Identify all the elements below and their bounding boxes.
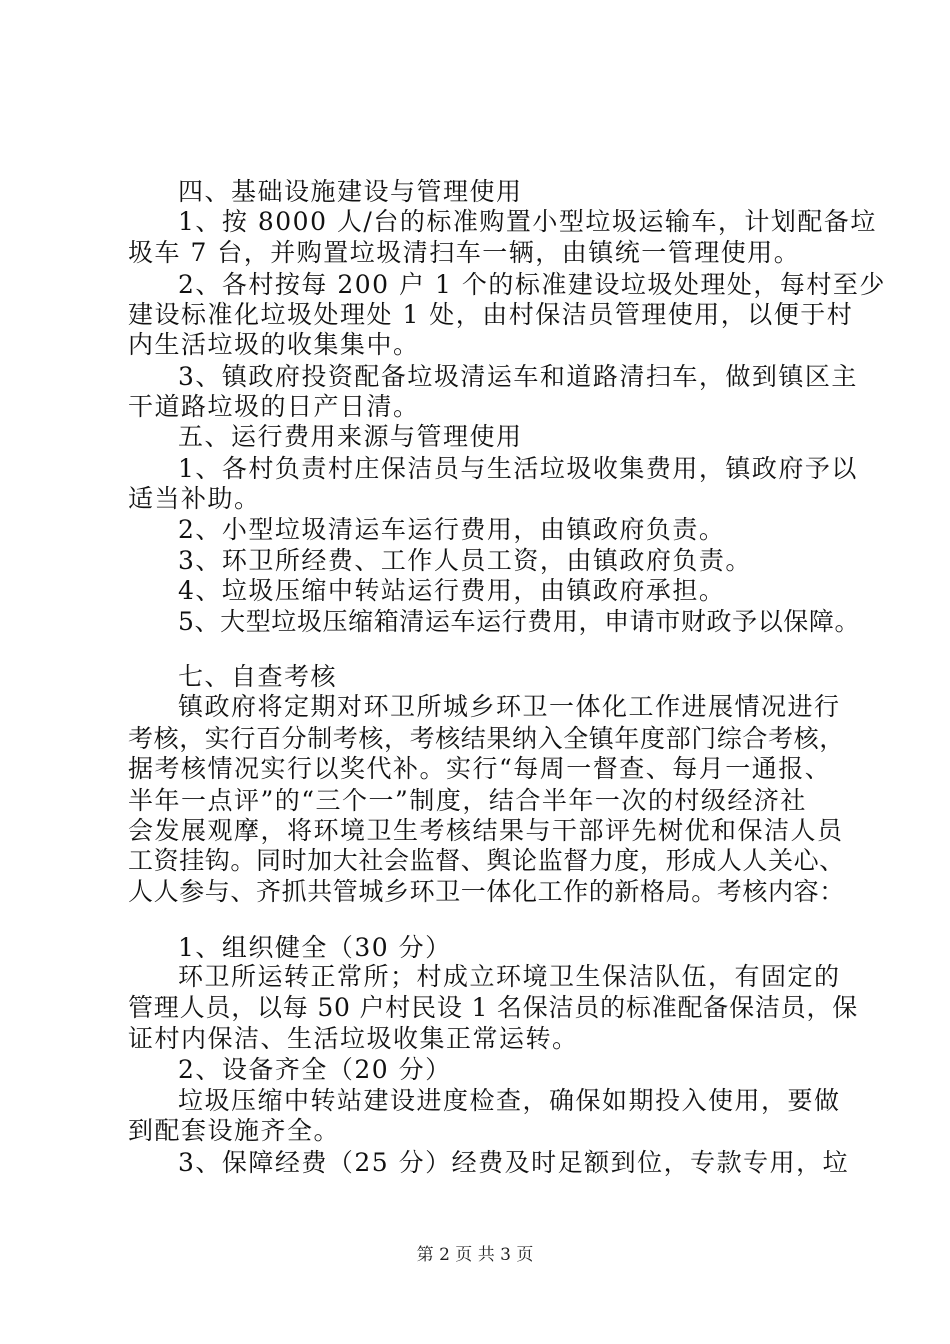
paragraph-line: 干道路垃圾的日产日清。	[128, 392, 420, 421]
paragraph-line: 3、环卫所经费、工作人员工资，由镇政府负责。	[178, 546, 752, 575]
criterion-heading-3: 3、保障经费（25 分）经费及时足额到位，专款专用，垃	[178, 1148, 850, 1177]
paragraph-line: 据考核情况实行以奖代补。实行“每周一督查、每月一通报、	[128, 754, 832, 783]
paragraph-line: 垃圾压缩中转站建设进度检查，确保如期投入使用，要做	[178, 1086, 841, 1115]
paragraph-line: 管理人员，以每 50 户村民设 1 名保洁员的标准配备保洁员，保	[128, 993, 859, 1022]
paragraph-line: 适当补助。	[128, 484, 261, 513]
paragraph-line: 内生活垃圾的收集集中。	[128, 330, 420, 359]
paragraph-line: 环卫所运转正常所；村成立环境卫生保洁队伍，有固定的	[178, 962, 841, 991]
paragraph-line: 证村内保洁、生活垃圾收集正常运转。	[128, 1024, 579, 1053]
section-heading-4: 四、基础设施建设与管理使用	[178, 177, 523, 206]
paragraph-line: 1、按 8000 人/台的标准购置小型垃圾运输车，计划配备垃	[178, 207, 877, 236]
section-heading-5: 五、运行费用来源与管理使用	[178, 422, 523, 451]
paragraph-line: 圾车 7 台，并购置垃圾清扫车一辆，由镇统一管理使用。	[128, 238, 801, 267]
paragraph-line: 4、垃圾压缩中转站运行费用，由镇政府承担。	[178, 576, 726, 605]
criterion-heading-2: 2、设备齐全（20 分）	[178, 1055, 452, 1084]
paragraph-line: 考核，实行百分制考核，考核结果纳入全镇年度部门综合考核，	[128, 724, 845, 753]
paragraph-line: 2、小型垃圾清运车运行费用，由镇政府负责。	[178, 515, 726, 544]
paragraph-line: 2、各村按每 200 户 1 个的标准建设垃圾处理处，每村至少	[178, 270, 886, 299]
paragraph-line: 镇政府将定期对环卫所城乡环卫一体化工作进展情况进行	[178, 692, 841, 721]
criterion-heading-1: 1、组织健全（30 分）	[178, 933, 452, 962]
paragraph-line: 3、镇政府投资配备垃圾清运车和道路清扫车，做到镇区主	[178, 362, 858, 391]
paragraph-line: 建设标准化垃圾处理处 1 处，由村保洁员管理使用，以便于村	[128, 300, 854, 329]
page-number-footer: 第 2 页 共 3 页	[416, 1245, 534, 1265]
paragraph-line: 工资挂钩。同时加大社会监督、舆论监督力度，形成人人关心、	[128, 846, 845, 875]
paragraph-line: 半年一点评”的“三个一”制度，结合半年一次的村级经济社	[128, 786, 807, 815]
paragraph-line: 人人参与、齐抓共管城乡环卫一体化工作的新格局。考核内容：	[128, 877, 845, 906]
section-heading-7: 七、自查考核	[178, 662, 338, 691]
paragraph-line: 5、大型垃圾压缩箱清运车运行费用，申请市财政予以保障。	[178, 607, 861, 636]
paragraph-line: 到配套设施齐全。	[128, 1116, 341, 1145]
paragraph-line: 1、各村负责村庄保洁员与生活垃圾收集费用，镇政府予以	[178, 454, 858, 483]
paragraph-line: 会发展观摩，将环境卫生考核结果与干部评先树优和保洁人员	[128, 816, 844, 845]
